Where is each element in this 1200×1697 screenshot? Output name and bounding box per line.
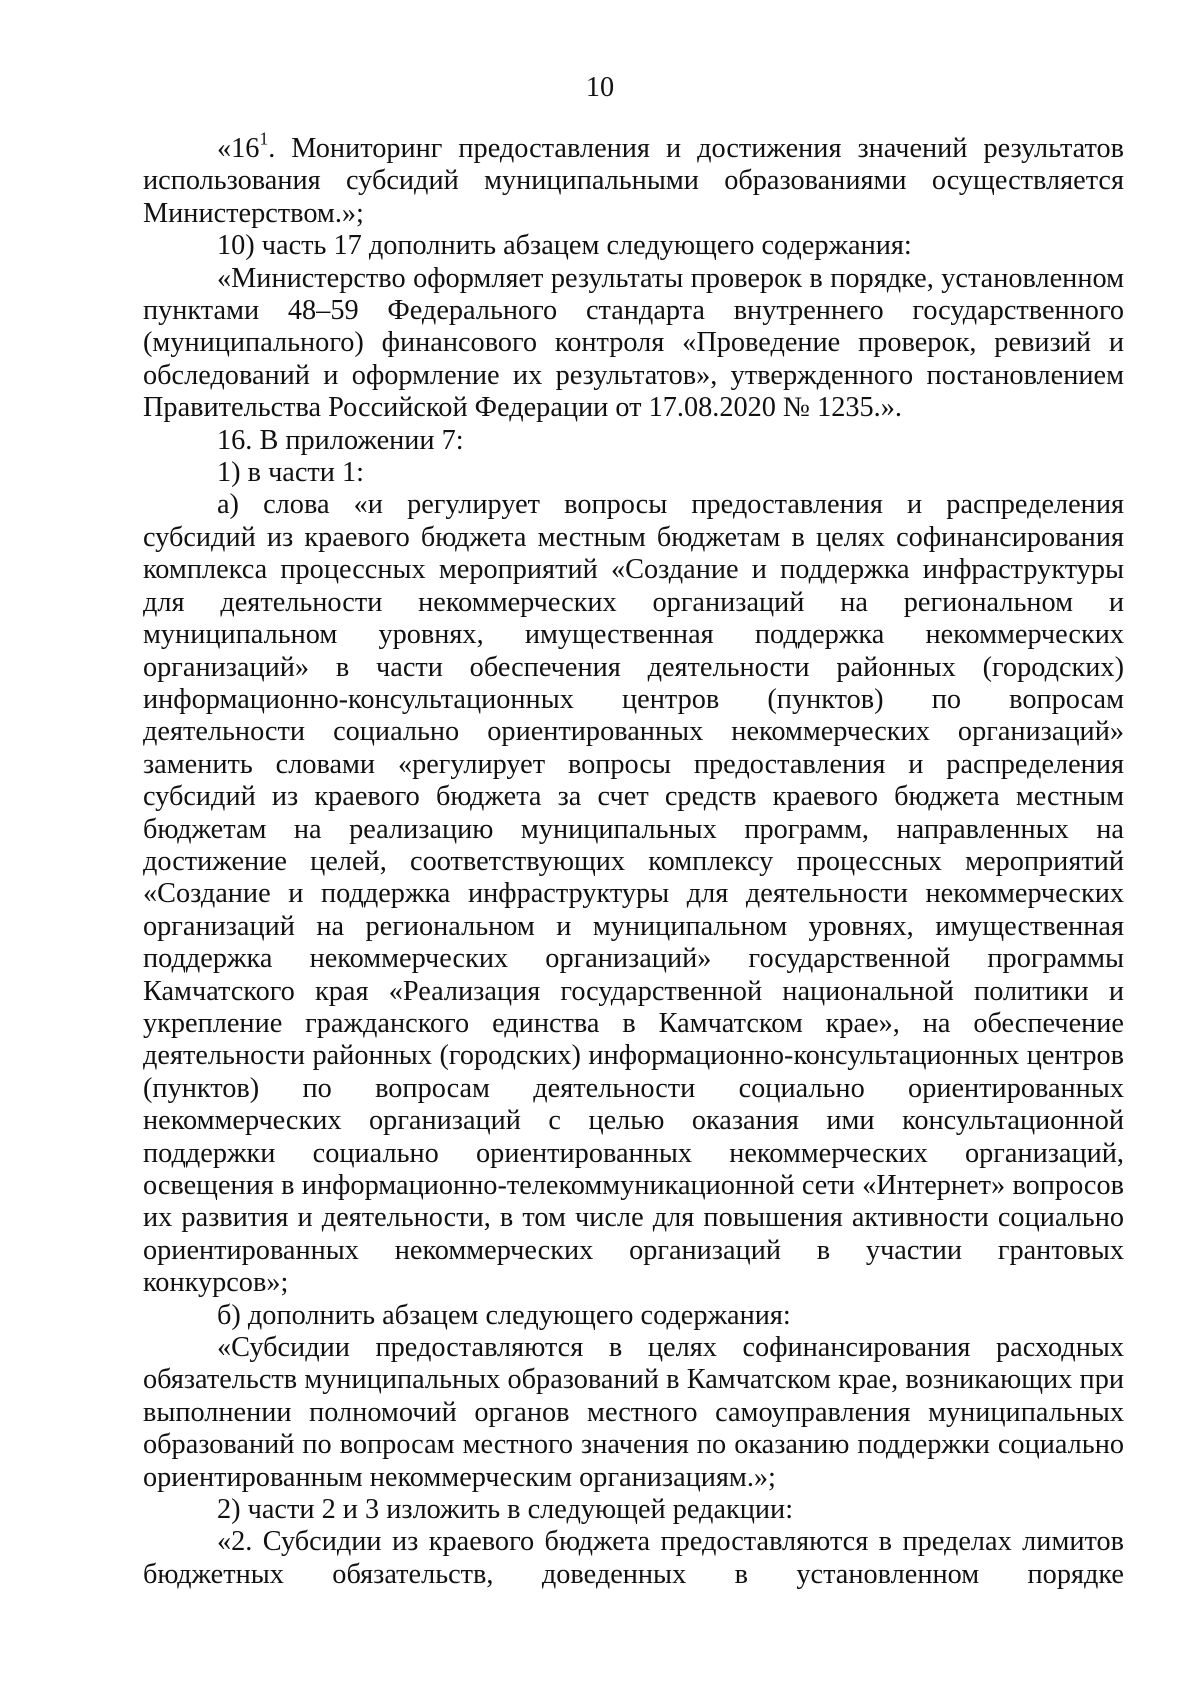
superscript: 1 [259,128,269,149]
paragraph-ministry-checks: «Министерство оформляет результаты проверок в порядке, установленном пунктами 48–59 Федерального стандарта внутреннего государственного (муниципального) финансового контроля «Проведение проверок, ревизий и обследований и оформление их результатов», утвержденного постановлением Правительства Российской Федерации от 17.08.2020 № 1235.». [143,262,1124,424]
page-number: 10 [585,72,615,103]
paragraph-part-1: 1) в части 1: [217,457,365,489]
paragraph-section-16: 16. В приложении 7: [217,424,464,456]
paragraph-monitoring [143,128,1124,230]
paragraph-parts-2-3: 2) части 2 и 3 изложить в следующей редакции: [217,1494,794,1526]
paragraph-text: «16 [217,133,260,164]
paragraph-text: . Мониторинг предоставления и достижения значений результатов использования субсидий муниципальными образованиями осуществляется Министерством.»; [143,133,1124,229]
document-body [143,128,1124,1591]
paragraph-part-2-text: «2. Субсидии из краевого бюджета предоставляются в пределах лимитов бюджетных обязательств, доведенных в установленном порядке [143,1526,1124,1590]
paragraph-subitem-b: б) дополнить абзацем следующего содержания: [217,1299,791,1331]
paragraph-subsidies-purpose: «Субсидии предоставляются в целях софинансирования расходных обязательств муниципальных образований в Камчатском крае, возникающих при выполнении полномочий органов местного самоуправления муниципальных образований по вопросам местного значения по оказанию поддержки социально ориентированным некоммерческим организациям.»; [143,1332,1124,1493]
paragraph-item-10: 10) часть 17 дополнить абзацем следующего содержания: [217,230,912,262]
paragraph-subitem-a: а) слова «и регулирует вопросы предоставления и распределения субсидий из краевого бюджета местным бюджетам в целях софинансирования комплекса процессных мероприятий «Создание и поддержка инфраструктуры для деятельности некоммерческих организаций на региональном и муниципальном уровнях, имущественная поддержка некоммерческих организаций» в части обеспечения деятельности районных (городских) информационно-консультационных центров (пунктов) по вопросам деятельности социально ориентированных некоммерческих организаций» заменить словами «регулирует вопросы предоставления и распределения субсидий из краевого бюджета за счет средств краевого бюджета местным бюджетам на реализацию муниципальных программ, направленных на достижение целей, соответствующих комплексу процессных мероприятий «Создание и поддержка инфраструктуры для деятельности некоммерческих организаций на региональном и муниципальном уровнях, имущественная поддержка некоммерческих организаций» государственной программы Камчатского края «Реализация государственной национальной политики и укрепление гражданского единства в Камчатском крае», на обеспечение деятельности районных (городских) информационно-консультационных центров (пунктов) по вопросам деятельности социально ориентированных некоммерческих организаций с целью оказания ими консультационной поддержки социально ориентированных некоммерческих организаций, освещения в информационно-телекоммуникационной сети «Интернет» вопросов их развития и деятельности, в том числе для повышения активности социально ориентированных некоммерческих организаций в участии грантовых конкурсов»; [143,489,1124,1299]
